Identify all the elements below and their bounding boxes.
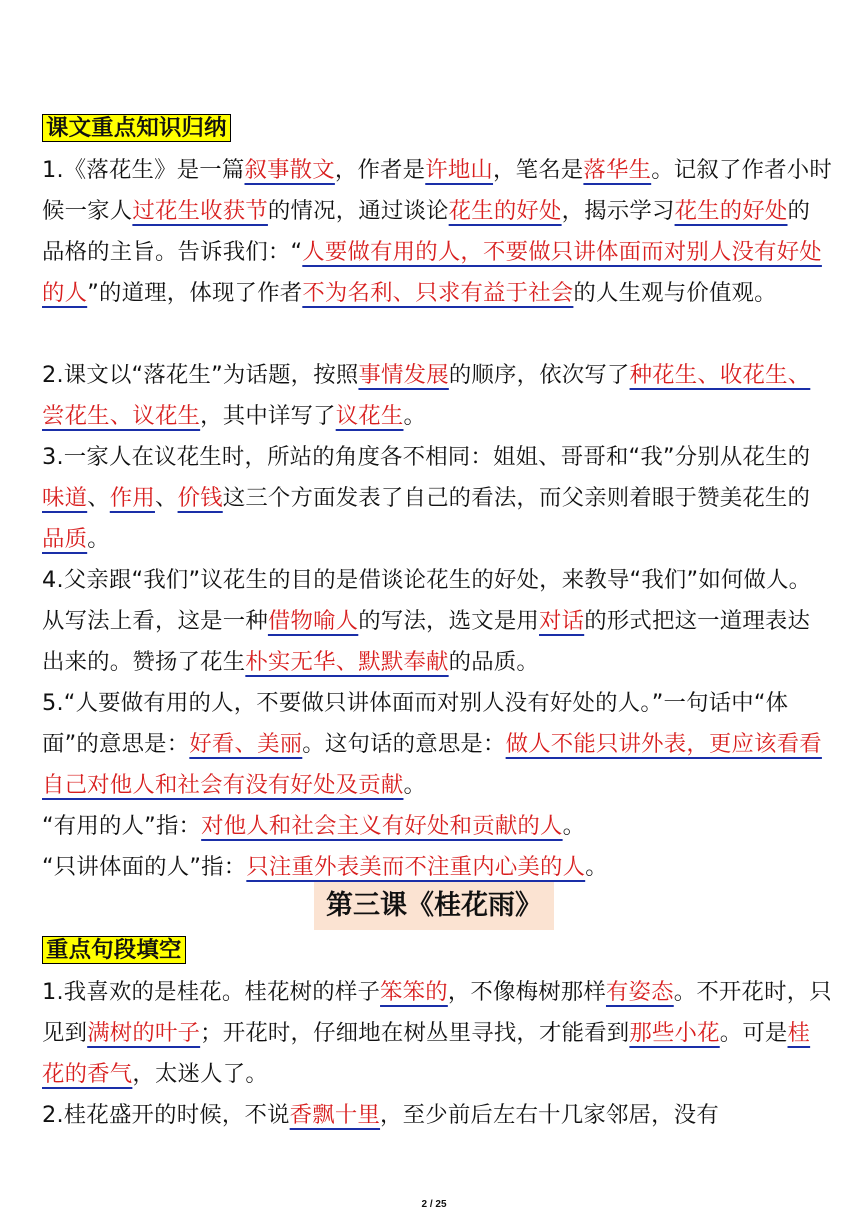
answer-blank: 味道	[42, 485, 88, 511]
answer-blank: 满树的叶子	[87, 1020, 201, 1046]
answer-blank: 许地山	[425, 157, 494, 183]
answer-blank: 好看、美丽	[189, 731, 303, 757]
page-number: 2 / 25	[421, 1199, 447, 1210]
answer-blank: 朴实无华、默默奉献	[245, 649, 449, 675]
answer-blank: 借物喻人	[267, 608, 359, 634]
answer-blank: 有姿态	[605, 979, 674, 1005]
answer-blank: 作用	[109, 485, 155, 511]
answer-blank: 花生的好处	[674, 198, 788, 224]
answer-blank: 那些小花	[629, 1020, 720, 1046]
lesson-title-row	[0, 882, 868, 930]
highlight-heading: 课文重点知识归纳	[42, 114, 231, 142]
section-heading-summary	[42, 108, 832, 149]
paragraph-2: 2.课文以“落花生”为话题，按照事情发展的顺序，依次写了种花生、收花生、尝花生、议花生，其中详写了议花生。	[42, 362, 811, 429]
answer-blank: 做人不能只讲外表，更应该看看自己对他人和社会有没有好处及贡献	[42, 731, 822, 798]
answer-blank: 议花生	[335, 403, 404, 429]
answer-blank: 对话	[539, 608, 585, 634]
question-1: 1.我喜欢的是桂花。桂花树的样子笨笨的，不像梅树那样有姿态。不开花时，只见到满树的叶子；开花时，仔细地在树丛里寻找，才能看到那些小花。可是桂花的香气，太迷人了。	[42, 979, 832, 1087]
paragraph-7: “只讲体面的人”指：只注重外表美而不注重内心美的人。	[42, 854, 608, 880]
section-heading-fill-in	[42, 930, 832, 971]
answer-blank: 不为名利、只求有益于社会	[302, 280, 574, 306]
paragraph-6: “有用的人”指：对他人和社会主义有好处和贡献的人。	[42, 813, 586, 839]
answer-blank: 人要做有用的人，不要做只讲体面而对别人没有好处的人	[42, 239, 822, 306]
answer-blank: 花生的好处	[448, 198, 562, 224]
answer-blank: 香飘十里	[289, 1102, 381, 1128]
answer-blank: 种花生、收花生、尝花生、议花生	[42, 362, 811, 429]
paragraph-1: 1.《落花生》是一篇叙事散文，作者是许地山，笔名是落华生。记叙了作者小时候一家人过花生收获节的情况，通过谈论花生的好处，揭示学习花生的好处的品格的主旨。告诉我们：“人要做有用的人，不要做只讲体面而对别人没有好处的人”的道理，体现了作者不为名利、只求有益于社会的人生观与价值观。	[42, 157, 832, 306]
paragraph-4: 4.父亲跟“我们”议花生的目的是借谈论花生的好处，来教导“我们”如何做人。从写法上看，这是一种借物喻人的写法，选文是用对话的形式把这一道理表达出来的。赞扬了花生朴实无华、默默奉献的品质。	[42, 567, 812, 675]
answer-blank: 笨笨的	[380, 979, 448, 1005]
lesson-title: 第三课《桂花雨》	[314, 882, 554, 930]
answer-blank: 品质	[42, 526, 88, 552]
answer-blank: 事情发展	[358, 362, 449, 388]
highlight-heading: 重点句段填空	[42, 936, 186, 964]
answer-blank: 过花生收获节	[132, 198, 268, 224]
answer-blank: 价钱	[177, 485, 223, 511]
answer-blank: 只注重外表美而不注重内心美的人	[246, 854, 586, 880]
paragraph-3: 3.一家人在议花生时，所站的角度各不相同：姐姐、哥哥和“我”分别从花生的味道、作用、价钱这三个方面发表了自己的看法，而父亲则着眼于赞美花生的品质。	[42, 444, 811, 552]
answer-blank: 对他人和社会主义有好处和贡献的人	[201, 813, 563, 839]
answer-blank: 落华生	[583, 157, 652, 183]
answer-blank: 桂花的香气	[42, 1020, 811, 1087]
answer-blank: 叙事散文	[244, 157, 335, 183]
question-2: 2.桂花盛开的时候，不说香飘十里，至少前后左右十几家邻居，没有	[42, 1102, 719, 1128]
paragraph-5: 5.“人要做有用的人，不要做只讲体面而对别人没有好处的人。”一句话中“体面”的意思是：好看、美丽。这句话的意思是：做人不能只讲外表，更应该看看自己对他人和社会有没有好处及贡献。	[42, 690, 822, 798]
